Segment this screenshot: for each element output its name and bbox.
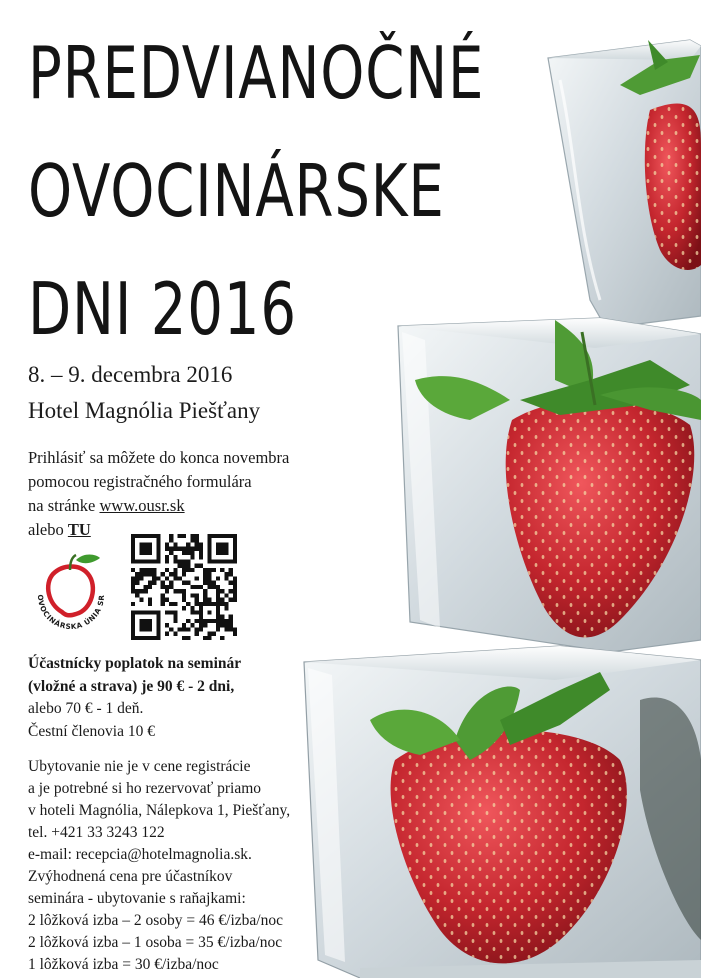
- tu-link[interactable]: TU: [67, 520, 91, 539]
- accommodation-line: a je potrebné si ho rezervovať priamo: [28, 780, 261, 797]
- page-title: [28, 14, 484, 368]
- registration-line-3-prefix: na stránke: [28, 496, 100, 515]
- registration-line-4-prefix: alebo: [28, 520, 68, 539]
- registration-line-1: Prihlásiť sa môžete do konca novembra: [28, 448, 290, 467]
- qr-code[interactable]: [131, 534, 237, 640]
- registration-line-3: [28, 494, 289, 518]
- ice-cube-middle: [398, 318, 701, 652]
- website-link[interactable]: www.ousr.sk: [99, 496, 185, 515]
- fee-line-3: alebo 70 € - 1 deň.: [28, 700, 144, 717]
- fee-line-1: Účastnícky poplatok na seminár: [28, 655, 242, 672]
- accommodation-line: Zvýhodnená cena pre účastníkov: [28, 868, 233, 885]
- accommodation-line: seminára - ubytovanie s raňajkami:: [28, 890, 246, 907]
- price-double-one: 2 lôžková izba – 1 osoba = 35 €/izba/noc: [28, 934, 283, 951]
- price-double-two: 2 lôžková izba – 2 osoby = 46 €/izba/noc: [28, 912, 283, 929]
- svg-text:OVOCINÁRSKA ÚNIA SR: [36, 594, 106, 631]
- registration-info: [28, 446, 289, 542]
- accommodation-line: Ubytovanie nie je v cene registrácie: [28, 758, 251, 775]
- fee-line-4: Čestní členovia 10 €: [28, 722, 155, 740]
- title-line-2: OVOCINÁRSKE: [28, 149, 445, 233]
- accommodation-line: v hoteli Magnólia, Nálepkova 1, Piešťany,: [28, 802, 291, 819]
- title-line-3: DNI 2016: [28, 267, 297, 351]
- accommodation-line: tel. +421 33 3243 122: [28, 824, 165, 841]
- ice-cube-bottom: [304, 646, 701, 978]
- accommodation-email[interactable]: e-mail: recepcia@hotelmagnolia.sk.: [28, 846, 252, 863]
- title-line-1: PREDVIANOČNÉ: [28, 31, 485, 115]
- event-venue: Hotel Magnólia Piešťany: [28, 398, 261, 423]
- fee-info: [28, 653, 241, 743]
- fee-line-2: (vložné a strava) je 90 € - 2 dni,: [28, 677, 235, 695]
- accommodation-info: [28, 756, 290, 976]
- logo-text: OVOCINÁRSKA ÚNIA SR: [35, 594, 107, 632]
- registration-line-2: pomocou registračného formulára: [28, 472, 252, 491]
- price-single: 1 lôžková izba = 30 €/izba/noc: [28, 956, 219, 973]
- event-date: 8. – 9. decembra 2016: [28, 362, 233, 387]
- ice-cube-top: [548, 40, 701, 328]
- ovocinarska-unia-logo: [30, 552, 112, 638]
